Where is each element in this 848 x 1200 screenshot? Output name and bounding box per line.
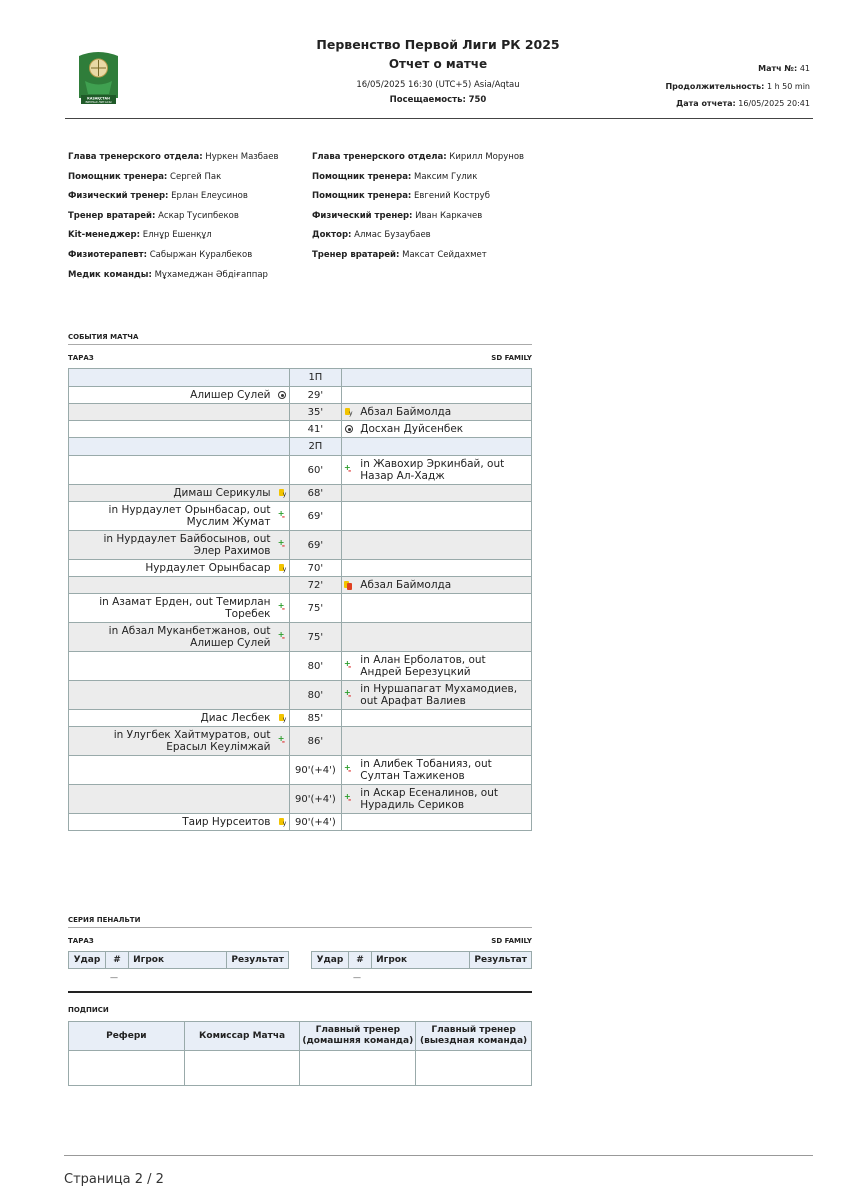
event-away-icon-cell bbox=[341, 456, 355, 485]
event-row bbox=[69, 727, 532, 756]
report-title: Первенство Первой Лиги РК 2025 bbox=[316, 37, 560, 52]
event-home-icon-cell bbox=[276, 421, 290, 438]
attendance bbox=[288, 95, 588, 105]
half-header-row bbox=[69, 369, 532, 387]
report-date bbox=[676, 99, 810, 108]
staff-row bbox=[312, 226, 524, 246]
match-number bbox=[758, 64, 810, 73]
pen-col-player: Игрок bbox=[129, 952, 227, 969]
penalty-section-title: СЕРИЯ ПЕНАЛЬТИ bbox=[68, 916, 532, 928]
event-minute: 69' bbox=[290, 531, 342, 560]
event-minute: 75' bbox=[290, 594, 342, 623]
event-away-text bbox=[355, 560, 531, 577]
substitution-icon bbox=[278, 633, 287, 642]
event-row bbox=[69, 531, 532, 560]
staff-row bbox=[68, 148, 279, 168]
staff-name: Сабыржан Куралбеков bbox=[149, 249, 253, 260]
event-away-text bbox=[355, 485, 531, 502]
staff-name: Алмас Бузаубаев bbox=[354, 230, 431, 241]
event-minute: 35' bbox=[290, 404, 342, 421]
event-away-text: in Алибек Тобанияз, out Султан Тажикенов bbox=[355, 756, 531, 785]
staff-role: Физический тренер: bbox=[312, 210, 413, 221]
event-home-text: Диас Лесбек bbox=[69, 710, 276, 727]
event-away-icon-cell bbox=[341, 387, 355, 404]
event-away-icon-cell bbox=[341, 623, 355, 652]
event-home-text: in Абзал Муканбетжанов, out Алишер Сулей bbox=[69, 623, 276, 652]
event-row bbox=[69, 456, 532, 485]
event-minute: 69' bbox=[290, 502, 342, 531]
half-left-cell bbox=[69, 369, 290, 387]
page-number: Страница 2 / 2 bbox=[64, 1172, 164, 1187]
penalty-home-table bbox=[68, 951, 289, 969]
event-row bbox=[69, 623, 532, 652]
event-home-text bbox=[69, 456, 276, 485]
half-right-cell bbox=[341, 438, 531, 456]
event-away-text bbox=[355, 387, 531, 404]
event-home-text bbox=[69, 785, 276, 814]
league-logo bbox=[75, 48, 122, 108]
match-number-value: 41 bbox=[799, 64, 810, 73]
event-minute: 90'(+4') bbox=[290, 756, 342, 785]
event-home-icon-cell bbox=[276, 814, 290, 831]
event-home-icon-cell bbox=[276, 502, 290, 531]
sig-home-coach-sub: (домашняя команда) bbox=[302, 1036, 414, 1046]
event-home-text bbox=[69, 404, 276, 421]
staff-role: Kit-менеджер: bbox=[68, 230, 141, 241]
event-away-icon-cell bbox=[341, 577, 355, 594]
event-home-text: Алишер Сулей bbox=[69, 387, 276, 404]
event-away-icon-cell bbox=[341, 756, 355, 785]
event-row bbox=[69, 710, 532, 727]
event-away-icon-cell bbox=[341, 421, 355, 438]
event-away-text: Досхан Дуйсенбек bbox=[355, 421, 531, 438]
event-home-text bbox=[69, 652, 276, 681]
event-minute: 41' bbox=[290, 421, 342, 438]
penalty-away-team: SD FAMILY bbox=[491, 937, 532, 945]
penalty-divider bbox=[68, 991, 532, 993]
event-minute: 90'(+4') bbox=[290, 814, 342, 831]
event-home-text: in Нурдаулет Орынбасар, out Муслим Жумат bbox=[69, 502, 276, 531]
penalty-home-team: ТАРАЗ bbox=[68, 937, 94, 945]
event-away-text bbox=[355, 710, 531, 727]
svg-text:КАЗАҚСТАН: КАЗАҚСТАН bbox=[87, 96, 110, 101]
staff-name: Максим Гулик bbox=[414, 171, 478, 182]
event-away-text bbox=[355, 623, 531, 652]
event-home-icon-cell bbox=[276, 456, 290, 485]
staff-role: Глава тренерского отдела: bbox=[68, 152, 203, 162]
yellow-card-icon bbox=[278, 489, 287, 498]
staff-role: Физиотерапевт: bbox=[68, 249, 147, 260]
event-away-text: Абзал Баймолда bbox=[355, 404, 531, 421]
staff-role: Помощник тренера: bbox=[68, 171, 168, 182]
event-home-icon-cell bbox=[276, 756, 290, 785]
sig-away-coach-sub: (выездная команда) bbox=[420, 1036, 528, 1046]
pen-col-number: # bbox=[348, 952, 371, 969]
away-staff-list bbox=[312, 148, 524, 266]
pen-col-player: Игрок bbox=[372, 952, 470, 969]
staff-row bbox=[68, 266, 279, 286]
event-minute: 86' bbox=[290, 727, 342, 756]
duration-value: 1 h 50 min bbox=[766, 82, 810, 91]
event-home-text bbox=[69, 421, 276, 438]
staff-row bbox=[312, 187, 524, 207]
signatures-table bbox=[68, 1021, 532, 1086]
staff-role: Доктор: bbox=[312, 230, 352, 241]
event-away-icon-cell bbox=[341, 681, 355, 710]
event-row bbox=[69, 560, 532, 577]
staff-name: Нуркен Мазбаев bbox=[205, 152, 279, 162]
event-away-text bbox=[355, 502, 531, 531]
event-home-text bbox=[69, 577, 276, 594]
event-away-text bbox=[355, 727, 531, 756]
penalty-away-table bbox=[311, 951, 532, 969]
event-away-icon-cell bbox=[341, 652, 355, 681]
event-row bbox=[69, 652, 532, 681]
event-away-icon-cell bbox=[341, 727, 355, 756]
sig-commissioner-header: Комиссар Матча bbox=[184, 1022, 300, 1051]
half-right-cell bbox=[341, 369, 531, 387]
event-away-icon-cell bbox=[341, 785, 355, 814]
event-home-icon-cell bbox=[276, 727, 290, 756]
event-home-icon-cell bbox=[276, 531, 290, 560]
staff-role: Глава тренерского отдела: bbox=[312, 152, 447, 162]
staff-name: Евгений Коструб bbox=[414, 191, 490, 202]
event-minute: 85' bbox=[290, 710, 342, 727]
event-away-text bbox=[355, 531, 531, 560]
sig-away-coach-header bbox=[416, 1022, 532, 1051]
staff-name: Аскар Тусипбеков bbox=[158, 210, 239, 221]
event-home-text: Таир Нурсеитов bbox=[69, 814, 276, 831]
match-datetime: 16/05/2025 16:30 (UTC+5) Asia/Aqtau bbox=[356, 80, 520, 90]
sig-home-coach-cell[interactable] bbox=[300, 1051, 416, 1086]
staff-name: Иван Каркачев bbox=[415, 210, 483, 221]
event-row bbox=[69, 577, 532, 594]
staff-row bbox=[68, 246, 279, 266]
event-away-icon-cell bbox=[341, 502, 355, 531]
half-label: 1П bbox=[290, 369, 342, 387]
event-away-text bbox=[355, 594, 531, 623]
event-minute: 70' bbox=[290, 560, 342, 577]
staff-row bbox=[312, 246, 524, 266]
home-staff-list bbox=[68, 148, 279, 285]
pen-col-number: # bbox=[105, 952, 128, 969]
staff-row bbox=[68, 168, 279, 188]
event-away-icon-cell bbox=[341, 710, 355, 727]
sig-away-coach-cell[interactable] bbox=[416, 1051, 532, 1086]
match-number-label: Матч №: bbox=[758, 64, 798, 73]
sig-home-coach-title: Главный тренер bbox=[315, 1025, 401, 1035]
event-home-text: Нурдаулет Орынбасар bbox=[69, 560, 276, 577]
event-row bbox=[69, 756, 532, 785]
second-yellow-red-card-icon bbox=[344, 581, 353, 590]
event-minute: 90'(+4') bbox=[290, 785, 342, 814]
attendance-value: 750 bbox=[468, 95, 487, 105]
goal-ball-icon bbox=[345, 425, 353, 433]
event-minute: 75' bbox=[290, 623, 342, 652]
events-section-title: СОБЫТИЯ МАТЧА bbox=[68, 333, 532, 345]
event-home-icon-cell bbox=[276, 485, 290, 502]
away-team-name: SD FAMILY bbox=[491, 354, 532, 362]
half-label: 2П bbox=[290, 438, 342, 456]
substitution-icon bbox=[344, 766, 353, 775]
yellow-card-icon bbox=[278, 714, 287, 723]
event-row bbox=[69, 594, 532, 623]
event-home-icon-cell bbox=[276, 681, 290, 710]
pen-col-result: Результат bbox=[227, 952, 289, 969]
event-away-text: in Алан Ерболатов, out Андрей Березуцкий bbox=[355, 652, 531, 681]
event-away-icon-cell bbox=[341, 485, 355, 502]
penalty-away-empty: — bbox=[353, 973, 361, 982]
header-divider bbox=[65, 118, 813, 119]
event-home-icon-cell bbox=[276, 404, 290, 421]
event-row bbox=[69, 814, 532, 831]
event-home-text: in Нурдаулет Байбосынов, out Элер Рахимов bbox=[69, 531, 276, 560]
event-minute: 29' bbox=[290, 387, 342, 404]
substitution-icon bbox=[278, 737, 287, 746]
substitution-icon bbox=[344, 466, 353, 475]
event-home-text bbox=[69, 681, 276, 710]
event-away-icon-cell bbox=[341, 404, 355, 421]
substitution-icon bbox=[278, 604, 287, 613]
staff-name: Елнұр Ешенқұл bbox=[142, 230, 212, 241]
half-header-row bbox=[69, 438, 532, 456]
event-away-icon-cell bbox=[341, 594, 355, 623]
event-away-text bbox=[355, 814, 531, 831]
event-away-icon-cell bbox=[341, 531, 355, 560]
event-home-text: Димаш Серикулы bbox=[69, 485, 276, 502]
half-left-cell bbox=[69, 438, 290, 456]
staff-name: Мұхамеджан Әбдіғаппар bbox=[154, 269, 268, 280]
svg-text:БІРІНШІ ЛИГАСЫ: БІРІНШІ ЛИГАСЫ bbox=[85, 100, 112, 104]
events-teams bbox=[68, 354, 532, 362]
match-events-table bbox=[68, 368, 532, 831]
staff-row bbox=[68, 187, 279, 207]
pen-col-kick: Удар bbox=[312, 952, 349, 969]
event-home-text: in Азамат Ерден, out Темирлан Торебек bbox=[69, 594, 276, 623]
event-row bbox=[69, 421, 532, 438]
event-home-icon-cell bbox=[276, 577, 290, 594]
report-date-value: 16/05/2025 20:41 bbox=[738, 99, 810, 108]
goal-ball-icon bbox=[278, 391, 286, 399]
staff-row bbox=[312, 168, 524, 188]
yellow-card-icon bbox=[344, 408, 353, 417]
match-duration bbox=[665, 82, 810, 91]
event-minute: 72' bbox=[290, 577, 342, 594]
event-home-text bbox=[69, 756, 276, 785]
event-minute: 68' bbox=[290, 485, 342, 502]
yellow-card-icon bbox=[278, 818, 287, 827]
substitution-icon bbox=[344, 691, 353, 700]
pen-col-kick: Удар bbox=[69, 952, 106, 969]
sig-home-coach-header bbox=[300, 1022, 416, 1051]
staff-role: Физический тренер: bbox=[68, 191, 169, 202]
pen-col-result: Результат bbox=[470, 952, 532, 969]
event-row bbox=[69, 404, 532, 421]
event-home-icon-cell bbox=[276, 623, 290, 652]
staff-name: Максат Сейдахмет bbox=[402, 249, 487, 260]
event-home-icon-cell bbox=[276, 652, 290, 681]
staff-row bbox=[68, 226, 279, 246]
attendance-label: Посещаемость: bbox=[389, 95, 466, 105]
staff-role: Помощник тренера: bbox=[312, 171, 412, 182]
report-subtitle: Отчет о матче bbox=[388, 57, 488, 71]
sig-referee-cell[interactable] bbox=[69, 1051, 185, 1086]
event-row bbox=[69, 502, 532, 531]
event-away-text: in Аскар Есеналинов, out Нурадиль Сериков bbox=[355, 785, 531, 814]
staff-name: Ерлан Елеусинов bbox=[171, 191, 248, 202]
event-home-icon-cell bbox=[276, 594, 290, 623]
event-minute: 60' bbox=[290, 456, 342, 485]
event-home-text: in Улугбек Хайтмуратов, out Ерасыл Кеулімжай bbox=[69, 727, 276, 756]
home-team-name: ТАРАЗ bbox=[68, 354, 94, 362]
event-away-text: in Нуршапагат Мухамодиев, out Арафат Валиев bbox=[355, 681, 531, 710]
event-home-icon-cell bbox=[276, 785, 290, 814]
event-away-text: in Жавохир Эркинбай, out Назар Ал-Хадж bbox=[355, 456, 531, 485]
yellow-card-icon bbox=[278, 564, 287, 573]
event-away-icon-cell bbox=[341, 814, 355, 831]
duration-label: Продолжительность: bbox=[665, 82, 765, 91]
sig-commissioner-cell[interactable] bbox=[184, 1051, 300, 1086]
event-home-icon-cell bbox=[276, 710, 290, 727]
staff-row bbox=[68, 207, 279, 227]
penalty-teams bbox=[68, 937, 532, 945]
staff-role: Тренер вратарей: bbox=[68, 210, 156, 221]
substitution-icon bbox=[278, 512, 287, 521]
staff-name: Сергей Пак bbox=[170, 171, 222, 182]
event-away-icon-cell bbox=[341, 560, 355, 577]
signatures-title: ПОДПИСИ bbox=[68, 1006, 109, 1014]
staff-role: Медик команды: bbox=[68, 269, 152, 280]
staff-name: Кирилл Морунов bbox=[449, 152, 525, 162]
event-minute: 80' bbox=[290, 681, 342, 710]
sig-referee-header: Рефери bbox=[69, 1022, 185, 1051]
footer-divider bbox=[64, 1155, 813, 1156]
event-row bbox=[69, 485, 532, 502]
staff-role: Помощник тренера: bbox=[312, 191, 412, 202]
staff-row bbox=[312, 207, 524, 227]
event-row bbox=[69, 387, 532, 404]
staff-role: Тренер вратарей: bbox=[312, 249, 400, 260]
event-home-icon-cell bbox=[276, 387, 290, 404]
sig-away-coach-title: Главный тренер bbox=[431, 1025, 516, 1035]
substitution-icon bbox=[344, 795, 353, 804]
event-home-icon-cell bbox=[276, 560, 290, 577]
report-date-label: Дата отчета: bbox=[676, 99, 736, 108]
event-minute: 80' bbox=[290, 652, 342, 681]
event-row bbox=[69, 681, 532, 710]
substitution-icon bbox=[344, 662, 353, 671]
event-row bbox=[69, 785, 532, 814]
event-away-text: Абзал Баймолда bbox=[355, 577, 531, 594]
substitution-icon bbox=[278, 541, 287, 550]
penalty-home-empty: — bbox=[110, 973, 118, 982]
staff-row bbox=[312, 148, 524, 168]
